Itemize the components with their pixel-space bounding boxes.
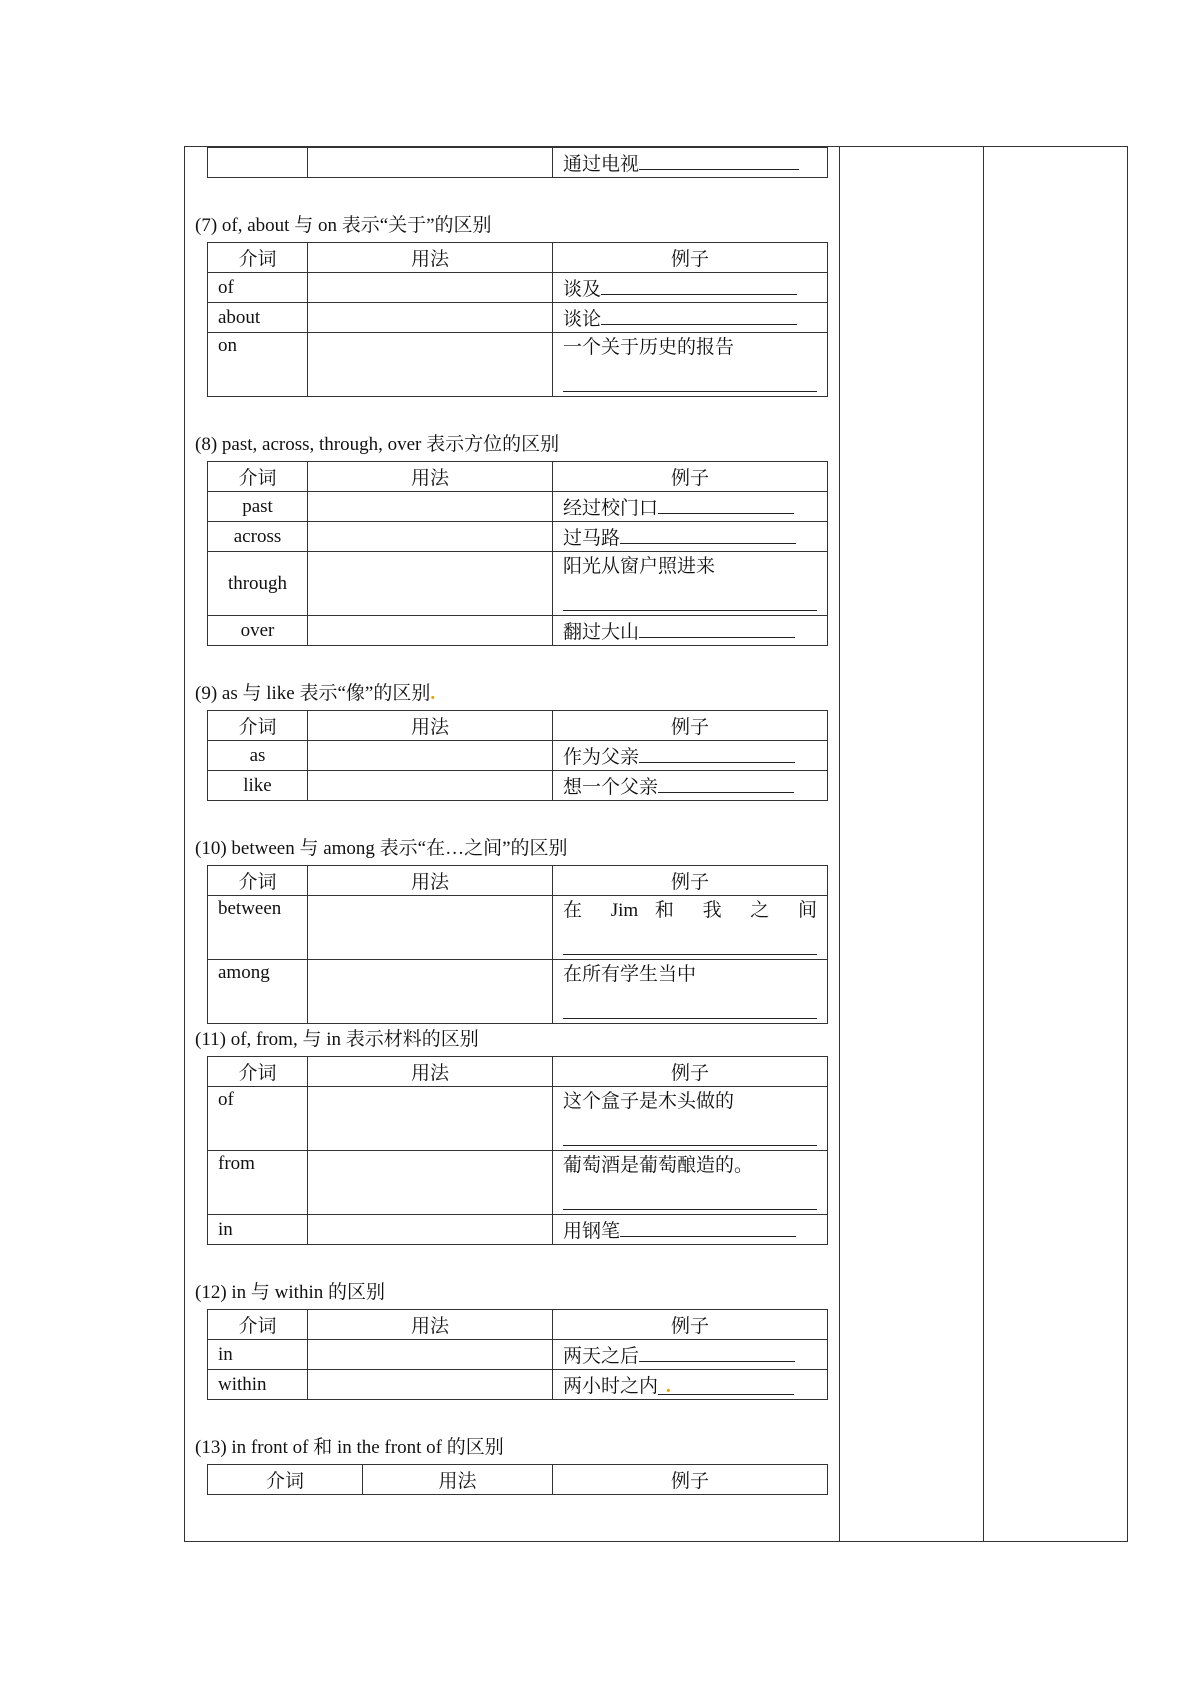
example-cell[interactable] bbox=[553, 1087, 828, 1151]
table-header-row bbox=[208, 462, 828, 492]
prep-cell bbox=[208, 741, 308, 771]
header-example: 例子 bbox=[553, 243, 828, 273]
header-prep: 介词 bbox=[208, 1057, 308, 1087]
usage-cell[interactable] bbox=[308, 148, 553, 178]
edit-mark: . bbox=[666, 1376, 671, 1397]
header-usage: 用法 bbox=[308, 462, 553, 492]
table-row bbox=[208, 771, 828, 801]
preposition-table bbox=[207, 1056, 828, 1245]
example-cell[interactable]: 通过电视 bbox=[553, 148, 828, 178]
example-text: 葡萄酒是葡萄酿造的。 bbox=[563, 1155, 754, 1176]
usage-cell[interactable] bbox=[308, 960, 553, 1024]
answer-blank[interactable] bbox=[563, 1183, 817, 1210]
example-cell[interactable] bbox=[553, 552, 828, 616]
usage-cell[interactable] bbox=[308, 333, 553, 397]
example-text: 两小时之内 bbox=[563, 1376, 659, 1397]
prep-cell bbox=[208, 1370, 308, 1400]
table-row bbox=[208, 1215, 828, 1245]
prep-cell bbox=[208, 1215, 308, 1245]
content-column bbox=[195, 147, 829, 1495]
example-cell[interactable] bbox=[553, 1340, 828, 1370]
usage-cell[interactable] bbox=[308, 273, 553, 303]
prep-cell bbox=[208, 273, 308, 303]
table-row bbox=[208, 303, 828, 333]
example-cell[interactable] bbox=[553, 1151, 828, 1215]
example-cell[interactable] bbox=[553, 741, 828, 771]
answer-blank[interactable] bbox=[563, 1119, 817, 1146]
prep-cell bbox=[208, 522, 308, 552]
sections-container bbox=[195, 178, 829, 1495]
header-prep: 介词 bbox=[208, 711, 308, 741]
preposition-table bbox=[207, 710, 828, 801]
prep-cell bbox=[208, 1087, 308, 1151]
answer-blank[interactable] bbox=[658, 495, 794, 514]
usage-cell[interactable] bbox=[308, 896, 553, 960]
answer-blank[interactable] bbox=[601, 306, 797, 325]
usage-cell[interactable] bbox=[308, 1215, 553, 1245]
section-title: (10) between 与 among 表示“在…之间”的区别 bbox=[195, 838, 568, 859]
table-row bbox=[208, 492, 828, 522]
prep-cell bbox=[208, 1151, 308, 1215]
usage-cell[interactable] bbox=[308, 1151, 553, 1215]
table-row bbox=[208, 1087, 828, 1151]
prep-cell bbox=[208, 552, 308, 616]
example-text: 经过校门口 bbox=[563, 498, 659, 519]
usage-cell[interactable] bbox=[308, 741, 553, 771]
example-cell[interactable] bbox=[553, 333, 828, 397]
answer-blank[interactable] bbox=[620, 1218, 796, 1237]
example-text: 谈及 bbox=[563, 279, 602, 300]
header-usage: 用法 bbox=[308, 1057, 553, 1087]
header-prep: 介词 bbox=[208, 243, 308, 273]
table-row bbox=[208, 273, 828, 303]
table-row bbox=[208, 1340, 828, 1370]
header-example: 例子 bbox=[553, 1310, 828, 1340]
header-example: 例子 bbox=[553, 866, 828, 896]
prep-label: over bbox=[240, 619, 275, 641]
header-example: 例子 bbox=[553, 462, 828, 492]
answer-blank[interactable] bbox=[563, 584, 817, 611]
table-header-row bbox=[208, 866, 828, 896]
example-text: 谈论 bbox=[563, 309, 602, 330]
table-row bbox=[208, 960, 828, 1024]
prep-label: between bbox=[218, 898, 282, 919]
header-prep: 介词 bbox=[208, 866, 308, 896]
table-row bbox=[208, 333, 828, 397]
prep-label: about bbox=[218, 306, 261, 328]
example-text: 这个盒子是木头做的 bbox=[563, 1091, 735, 1112]
header-prep: 介词 bbox=[208, 462, 308, 492]
example-cell[interactable] bbox=[553, 492, 828, 522]
preposition-table bbox=[207, 1464, 828, 1495]
example-text: 两天之后 bbox=[563, 1346, 640, 1367]
header-usage: 用法 bbox=[308, 711, 553, 741]
example-cell[interactable] bbox=[553, 960, 828, 1024]
example-cell[interactable] bbox=[553, 616, 828, 646]
section-title: (7) of, about 与 on 表示“关于”的区别 bbox=[195, 215, 492, 236]
table-row bbox=[208, 522, 828, 552]
header-prep: 介词 bbox=[208, 1465, 363, 1495]
answer-blank[interactable] bbox=[563, 365, 817, 392]
section-title: (9) as 与 like 表示“像”的区别. bbox=[195, 683, 436, 704]
header-usage: 用法 bbox=[363, 1465, 553, 1495]
usage-cell[interactable] bbox=[308, 616, 553, 646]
answer-blank[interactable] bbox=[620, 525, 796, 544]
example-cell[interactable] bbox=[553, 771, 828, 801]
example-text: 用钢笔 bbox=[563, 1221, 621, 1242]
usage-cell[interactable] bbox=[308, 1370, 553, 1400]
prep-label: on bbox=[218, 335, 237, 356]
header-example: 例子 bbox=[553, 1465, 828, 1495]
usage-cell[interactable] bbox=[308, 771, 553, 801]
prep-cell bbox=[208, 148, 308, 178]
preposition-table bbox=[207, 461, 828, 646]
column-divider bbox=[839, 147, 840, 1541]
answer-blank[interactable] bbox=[563, 992, 817, 1019]
section-spacer bbox=[195, 1245, 829, 1277]
prep-label: in bbox=[218, 1218, 233, 1240]
prep-cell bbox=[208, 303, 308, 333]
prep-label: as bbox=[249, 744, 266, 766]
section-spacer bbox=[195, 646, 829, 678]
table-header-row bbox=[208, 1465, 828, 1495]
answer-blank[interactable] bbox=[639, 619, 795, 638]
example-cell[interactable] bbox=[553, 522, 828, 552]
preposition-table bbox=[207, 242, 828, 397]
table-header-row bbox=[208, 1310, 828, 1340]
edit-mark: . bbox=[430, 683, 436, 704]
section-title: (8) past, across, through, over 表示方位的区别 bbox=[195, 434, 560, 455]
prep-label: of bbox=[218, 1089, 234, 1110]
answer-blank[interactable] bbox=[658, 774, 794, 793]
answer-blank[interactable] bbox=[639, 1343, 795, 1362]
example-text: 作为父亲 bbox=[563, 747, 640, 768]
prep-label: within bbox=[218, 1373, 267, 1395]
example-text: 一个关于历史的报告 bbox=[563, 337, 735, 358]
prep-label: through bbox=[227, 572, 288, 594]
section-spacer bbox=[195, 801, 829, 833]
usage-cell[interactable] bbox=[308, 522, 553, 552]
prep-label: from bbox=[218, 1153, 255, 1174]
table-header-row bbox=[208, 243, 828, 273]
column-divider bbox=[983, 147, 984, 1541]
section-title: (12) in 与 within 的区别 bbox=[195, 1282, 385, 1303]
example-text: 在 Jim 和 我 之 间 bbox=[563, 900, 817, 921]
example-text: 想一个父亲 bbox=[563, 777, 659, 798]
header-usage: 用法 bbox=[308, 866, 553, 896]
usage-cell[interactable] bbox=[308, 552, 553, 616]
header-example: 例子 bbox=[553, 711, 828, 741]
prep-label: in bbox=[218, 1343, 233, 1365]
preposition-table bbox=[207, 1309, 828, 1400]
table-row bbox=[208, 148, 828, 178]
example-cell[interactable] bbox=[553, 273, 828, 303]
section-title: (13) in front of 和 in the front of 的区别 bbox=[195, 1437, 504, 1458]
answer-blank[interactable] bbox=[601, 276, 797, 295]
worksheet-frame bbox=[184, 146, 1128, 1542]
section-spacer bbox=[195, 397, 829, 429]
table-row bbox=[208, 616, 828, 646]
example-text: 翻过大山 bbox=[563, 622, 640, 643]
example-text: 过马路 bbox=[563, 528, 621, 549]
usage-cell[interactable] bbox=[308, 303, 553, 333]
table-header-row bbox=[208, 711, 828, 741]
prep-cell bbox=[208, 960, 308, 1024]
prep-label: of bbox=[218, 276, 234, 298]
table-row bbox=[208, 741, 828, 771]
example-cell[interactable] bbox=[553, 303, 828, 333]
table-row bbox=[208, 1151, 828, 1215]
prep-label: past bbox=[242, 495, 273, 517]
example-cell[interactable] bbox=[553, 896, 828, 960]
section-title: (11) of, from, 与 in 表示材料的区别 bbox=[195, 1029, 479, 1050]
header-usage: 用法 bbox=[308, 1310, 553, 1340]
example-text: 在所有学生当中 bbox=[563, 964, 697, 985]
continuation-table bbox=[207, 147, 828, 178]
section-spacer bbox=[195, 178, 829, 210]
prep-cell bbox=[208, 492, 308, 522]
header-usage: 用法 bbox=[308, 243, 553, 273]
usage-cell[interactable] bbox=[308, 1087, 553, 1151]
prep-cell bbox=[208, 616, 308, 646]
usage-cell[interactable] bbox=[308, 492, 553, 522]
answer-blank[interactable] bbox=[639, 151, 799, 170]
prep-label: across bbox=[233, 525, 282, 547]
prep-label: among bbox=[218, 962, 270, 983]
prep-label: like bbox=[243, 774, 272, 796]
header-prep: 介词 bbox=[208, 1310, 308, 1340]
answer-blank[interactable] bbox=[639, 744, 795, 763]
header-example: 例子 bbox=[553, 1057, 828, 1087]
prep-cell bbox=[208, 1340, 308, 1370]
table-header-row bbox=[208, 1057, 828, 1087]
answer-blank[interactable] bbox=[658, 1376, 794, 1395]
prep-cell bbox=[208, 333, 308, 397]
prep-cell bbox=[208, 771, 308, 801]
table-row bbox=[208, 552, 828, 616]
preposition-table bbox=[207, 865, 828, 1024]
prep-cell bbox=[208, 896, 308, 960]
example-cell[interactable] bbox=[553, 1370, 828, 1400]
example-cell[interactable] bbox=[553, 1215, 828, 1245]
section-spacer bbox=[195, 1400, 829, 1432]
table-row bbox=[208, 1370, 828, 1400]
answer-blank[interactable] bbox=[563, 928, 817, 955]
example-text: 阳光从窗户照进来 bbox=[563, 556, 716, 577]
usage-cell[interactable] bbox=[308, 1340, 553, 1370]
table-row bbox=[208, 896, 828, 960]
